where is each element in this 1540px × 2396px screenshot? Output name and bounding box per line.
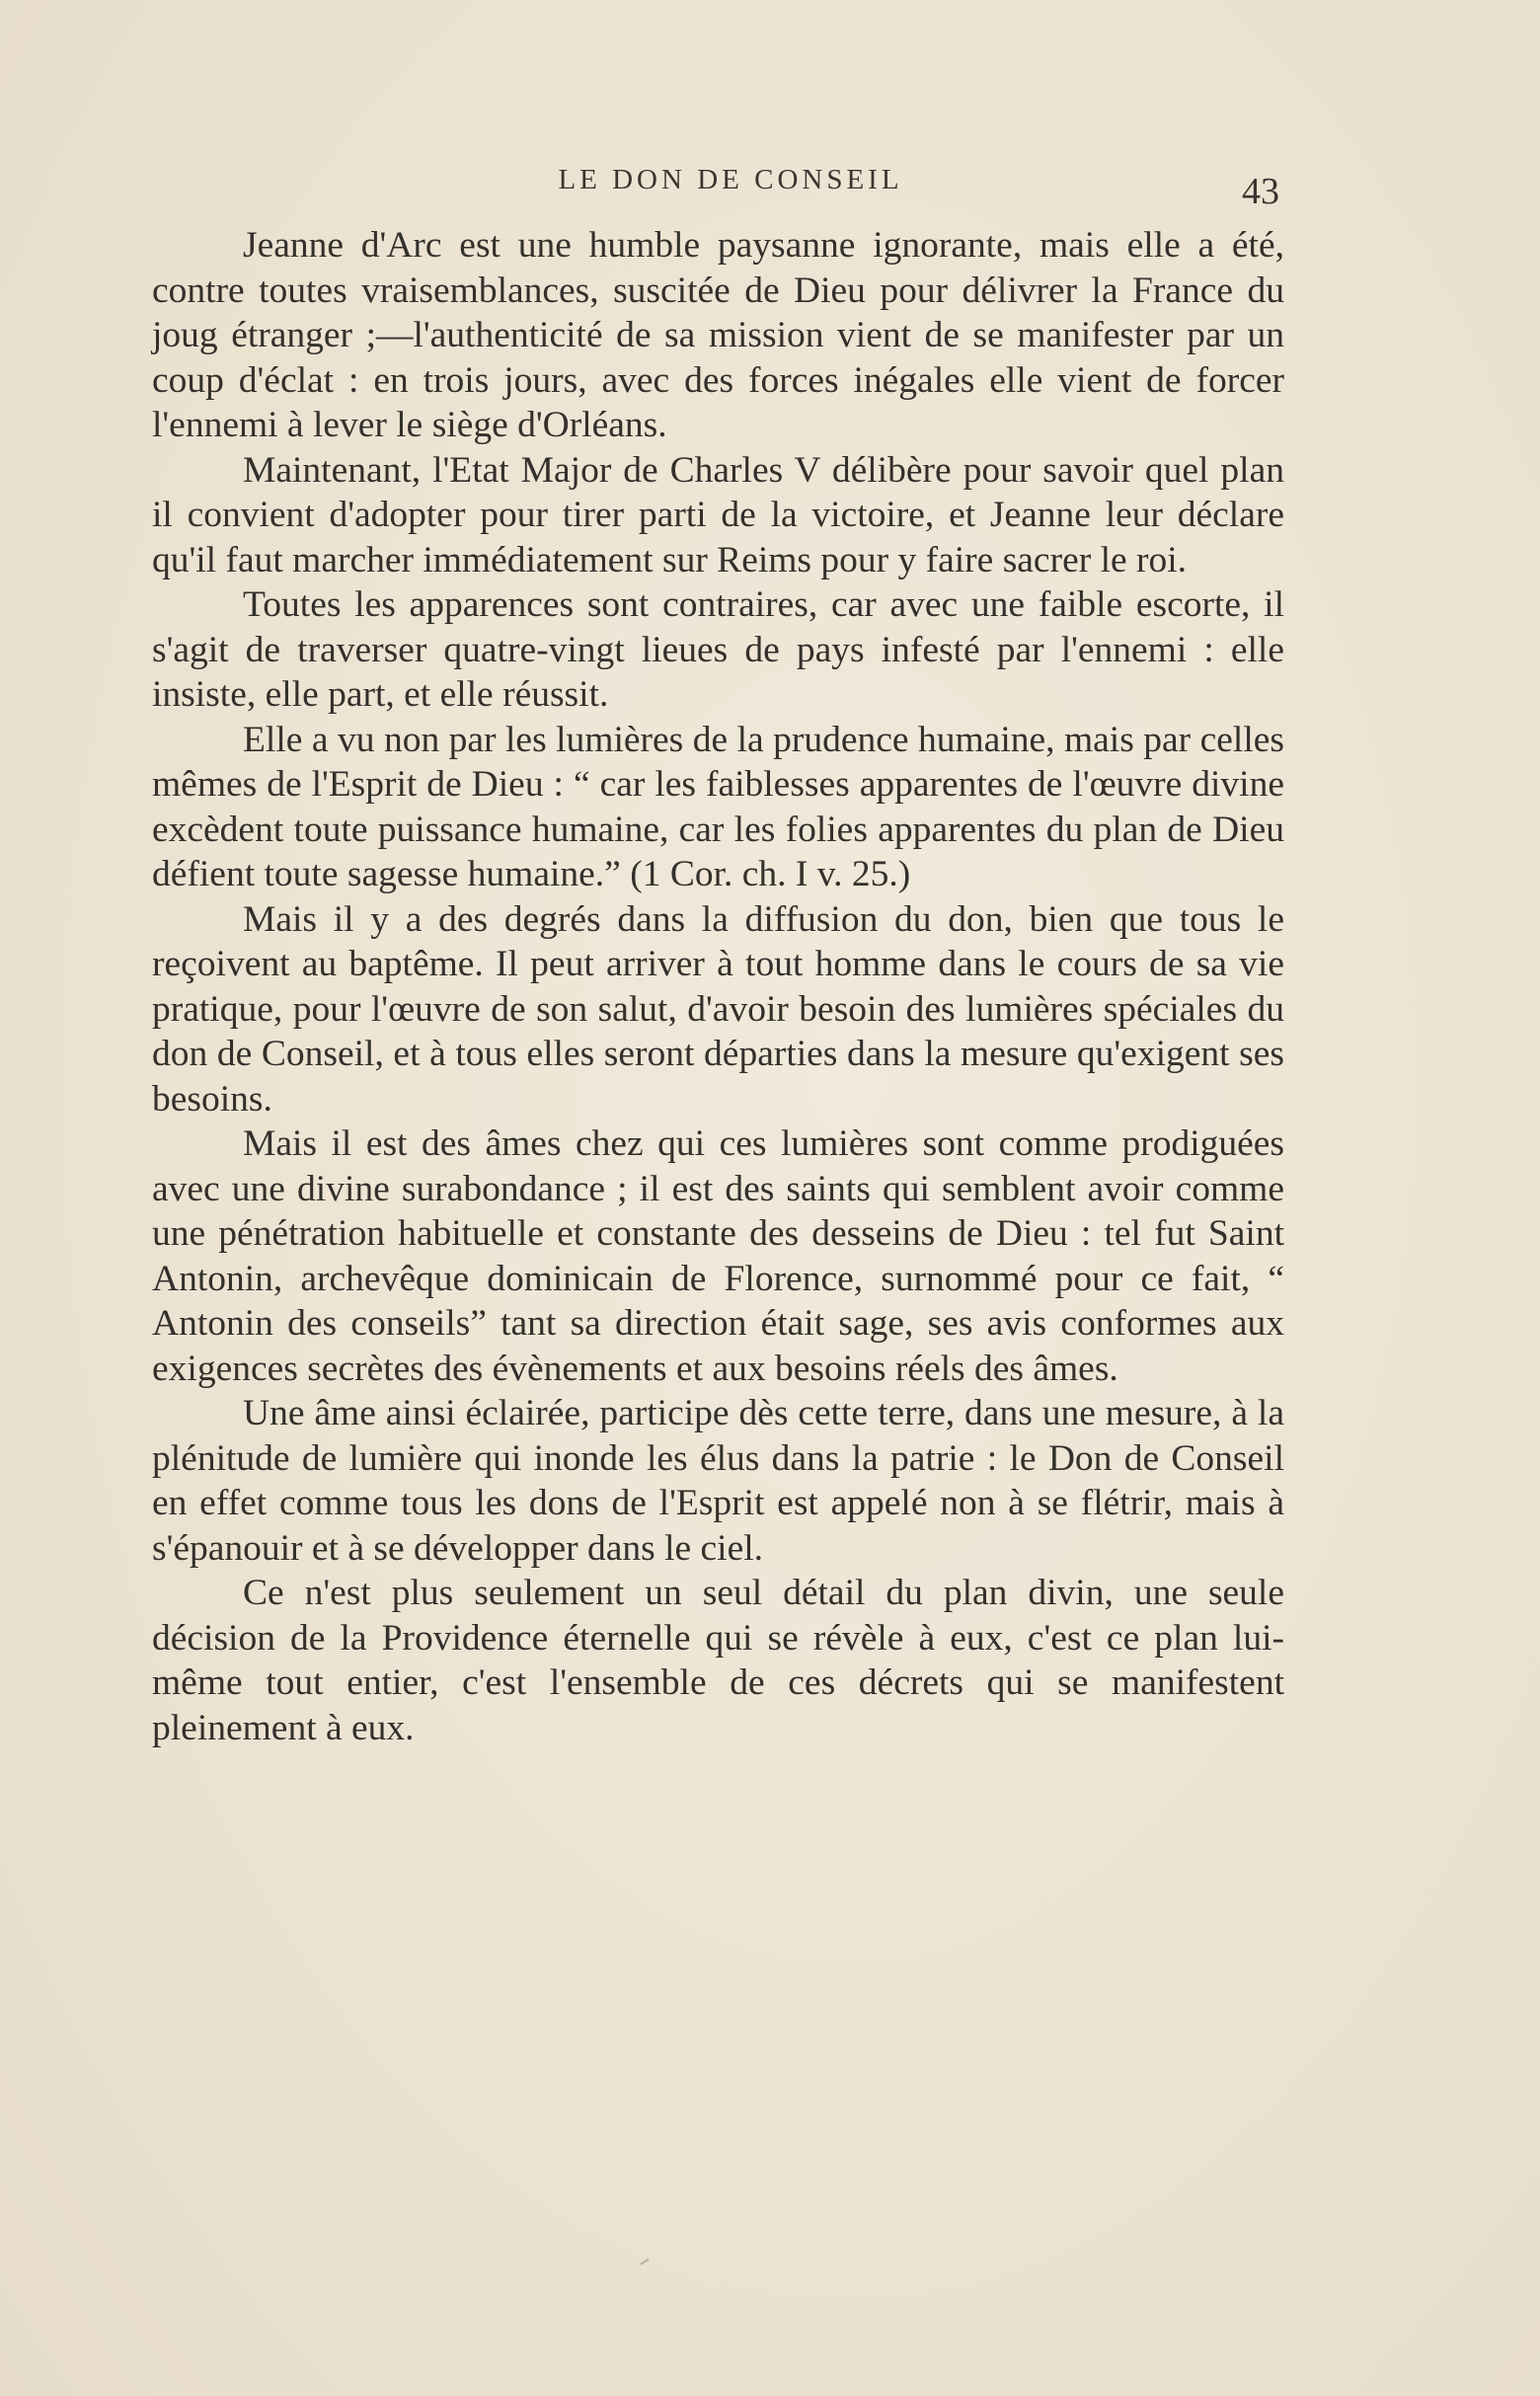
paragraph: Jeanne d'Arc est une humble paysanne ignorante, mais elle a été, contre toutes vraisemblances, suscitée de Dieu pour délivrer la France du joug étranger ;—l'authenticité de sa mission vient de se manifester par un coup d'éclat : en trois jours, avec des forces inégales elle vient de forcer l'ennemi à lever le siège d'Orléans. <box>152 225 1284 445</box>
paragraph: Toutes les apparences sont contraires, car avec une faible escorte, il s'agit de traverser quatre-vingt lieues de pays infesté par l'ennemi : elle insiste, elle part, et elle réussit. <box>152 584 1284 715</box>
running-title: LE DON DE CONSEIL <box>558 164 903 195</box>
running-head <box>0 164 1540 212</box>
paragraph: Maintenant, l'Etat Major de Charles V délibère pour savoir quel plan il convient d'adopter pour tirer parti de la victoire, et Jeanne leur déclare qu'il faut marcher immédiatement sur Reims pour y faire sacrer le roi. <box>152 449 1284 580</box>
paragraph: Mais il y a des degrés dans la diffusion du don, bien que tous le reçoivent au baptême. Il peut arriver à tout homme dans le cours de sa vie pratique, pour l'œuvre de son salut, d'avoir besoin des lumières spéciales du don de Conseil, et à tous elles seront départies dans la mesure qu'exigent ses besoins. <box>152 898 1284 1120</box>
paragraph: Elle a vu non par les lumières de la prudence humaine, mais par celles mêmes de l'Esprit de Dieu : “ car les faiblesses apparentes de l'œuvre divine excèdent toute puissance humaine, car les folies apparentes du plan de Dieu défient toute sagesse humaine.” (1 Cor. ch. I v. 25.) <box>152 719 1284 894</box>
paper-fleck <box>640 2258 649 2265</box>
body-text <box>152 223 1284 1750</box>
paragraph: Ce n'est plus seulement un seul détail du plan divin, une seule décision de la Providence éternelle qui se révèle à eux, c'est ce plan lui-même tout entier, c'est l'ensemble de ces décrets qui se manifestent pleinement à eux. <box>152 1573 1284 1748</box>
page-number: 43 <box>1242 171 1279 212</box>
paragraph: Mais il est des âmes chez qui ces lumières sont comme prodiguées avec une divine surabondance ; il est des saints qui semblent avoir comme une pénétration habituelle et constante des desseins de Dieu : tel fut Saint Antonin, archevêque dominicain de Florence, surnommé pour ce fait, “ Antonin des conseils” tant sa direction était sage, ses avis conformes aux exigences secrètes des évènements et aux besoins réels des âmes. <box>152 1123 1284 1389</box>
paragraph: Une âme ainsi éclairée, participe dès cette terre, dans une mesure, à la plénitude de lumière qui inonde les élus dans la patrie : le Don de Conseil en effet comme tous les dons de l'Esprit est appelé non à se flétrir, mais à s'épanouir et à se développer dans le ciel. <box>152 1393 1284 1569</box>
